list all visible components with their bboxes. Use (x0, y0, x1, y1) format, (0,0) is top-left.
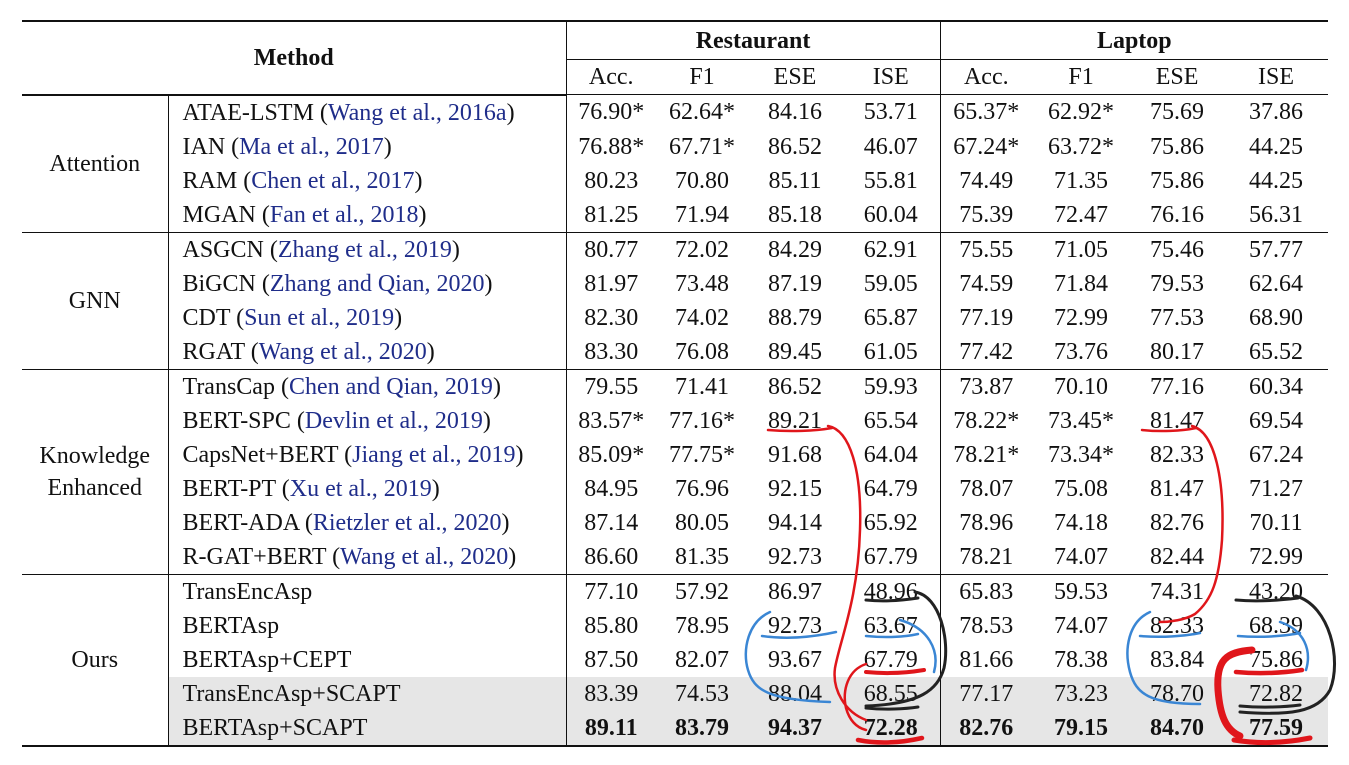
citation-link[interactable]: Zhang and Qian, 2020 (269, 270, 485, 297)
value-cell: 60.04 (863, 201, 918, 228)
value-cell: 89.45 (768, 338, 822, 365)
value-cell: 77.59 (1224, 711, 1328, 746)
value-cell: 68.55 (842, 677, 940, 711)
value-cell: 89.11 (566, 711, 656, 746)
value-cell: 78.21 (940, 540, 1032, 575)
value-cell: 75.55 (940, 232, 1032, 267)
value-cell: 76.90* (566, 95, 656, 130)
value-cell: 82.76 (940, 711, 1032, 746)
method-name-cell: TransCap (Chen and Qian, 2019) (168, 369, 566, 404)
value-cell: 89.21 (768, 407, 822, 434)
group-label (22, 95, 168, 233)
value-cell: 62.64 (1249, 270, 1304, 297)
value-cell: 94.37 (748, 711, 842, 746)
method-name: ASGCN (182, 236, 264, 263)
value-cell: 82.76 (1150, 509, 1205, 536)
method-name-cell (168, 677, 566, 711)
value-cell: 83.39 (566, 677, 656, 711)
value-cell: 77.42 (940, 335, 1032, 370)
method-name-cell: IAN (Ma et al., 2017) (168, 130, 566, 164)
citation-link[interactable]: Chen and Qian, 2019 (288, 373, 493, 400)
value-cell: 53.71 (863, 99, 918, 126)
value-cell: 80.05 (675, 509, 729, 536)
citation-link[interactable]: Rietzler et al., 2020 (312, 509, 502, 536)
value-cell: 57.92 (656, 574, 748, 609)
method-name: TransEncAsp (182, 578, 313, 605)
citation-link[interactable]: Devlin et al., 2019 (304, 407, 483, 434)
table-row (22, 711, 1328, 746)
value-cell: 71.41 (656, 369, 748, 404)
method-name-cell: ATAE-LSTM (Wang et al., 2016a) (168, 95, 566, 130)
restaurant-header: Restaurant (566, 21, 940, 60)
value-cell: 81.35 (675, 543, 729, 570)
value-cell: 72.99 (1249, 543, 1304, 570)
metric-header: Acc. (940, 60, 1032, 95)
group-label (22, 232, 168, 369)
value-cell: 81.97 (566, 267, 656, 301)
value-cell: 79.15 (1032, 711, 1130, 746)
value-cell: 86.97 (748, 574, 842, 609)
value-cell: 87.14 (566, 506, 656, 540)
value-cell: 84.29 (748, 232, 842, 267)
value-cell: 75.39 (940, 198, 1032, 233)
method-name: CapsNet+BERT (182, 441, 339, 468)
value-cell: 60.34 (1224, 369, 1328, 404)
method-name-cell: MGAN (Fan et al., 2018) (168, 198, 566, 233)
group-label-line: Knowledge (39, 442, 151, 469)
value-cell: 77.19 (940, 301, 1032, 335)
value-cell: 67.79 (863, 543, 918, 570)
group-label-line: Enhanced (47, 474, 143, 501)
value-cell: 69.54 (1249, 407, 1304, 434)
value-cell: 92.15 (768, 475, 822, 502)
value-cell: 55.81 (863, 167, 918, 194)
value-cell: 72.28 (842, 711, 940, 746)
citation-link[interactable]: Fan et al., 2018 (269, 201, 419, 228)
table-row (22, 438, 1328, 472)
value-cell: 93.67 (768, 646, 822, 673)
value-cell: 84.16 (768, 99, 822, 126)
metric-header: ESE (1130, 60, 1224, 95)
citation-link[interactable]: Chen et al., 2017 (251, 167, 415, 194)
value-cell: 64.79 (863, 475, 918, 502)
value-cell: 71.94 (675, 201, 729, 228)
value-cell: 77.10 (566, 574, 656, 609)
value-cell: 74.07 (1054, 543, 1109, 570)
value-cell: 83.57* (566, 404, 656, 438)
value-cell: 85.18 (768, 201, 822, 228)
value-cell: 87.50 (566, 643, 656, 677)
group-label-line: GNN (68, 287, 121, 314)
method-name: IAN (182, 133, 226, 160)
value-cell: 77.16* (669, 407, 735, 434)
citation-link[interactable]: Sun et al., 2019 (244, 304, 395, 331)
method-name: R-GAT+BERT (182, 543, 327, 570)
table-row (22, 574, 1328, 609)
value-cell: 59.05 (863, 270, 918, 297)
method-name-cell: RAM (Chen et al., 2017) (168, 164, 566, 198)
citation-link[interactable]: Wang et al., 2020 (340, 543, 509, 570)
value-cell: 71.35 (1054, 167, 1109, 194)
method-name: RGAT (182, 338, 245, 365)
value-cell: 73.76 (1054, 338, 1109, 365)
table-row (22, 472, 1328, 506)
value-cell: 62.91 (842, 232, 940, 267)
value-cell: 78.38 (1054, 646, 1109, 673)
table-body (22, 95, 1328, 746)
method-name-cell: BiGCN (Zhang and Qian, 2020) (168, 267, 566, 301)
table-row (22, 540, 1328, 575)
method-name-cell: BERT-ADA (Rietzler et al., 2020) (168, 506, 566, 540)
group-label (22, 574, 168, 746)
method-name: BERTAsp+CEPT (182, 646, 352, 673)
metric-header: ESE (748, 60, 842, 95)
value-cell: 75.86 (1249, 646, 1304, 673)
table-row (22, 301, 1328, 335)
value-cell: 91.68 (768, 441, 822, 468)
value-cell: 74.49 (940, 164, 1032, 198)
value-cell: 77.53 (1150, 304, 1205, 331)
table-row (22, 404, 1328, 438)
value-cell: 88.79 (768, 304, 822, 331)
value-cell: 78.96 (940, 506, 1032, 540)
value-cell: 59.53 (1032, 574, 1130, 609)
value-cell: 80.17 (1150, 338, 1205, 365)
group-label-line: Ours (71, 646, 119, 673)
value-cell: 73.34* (1048, 441, 1115, 468)
table-row (22, 267, 1328, 301)
value-cell: 75.69 (1150, 99, 1205, 126)
value-cell: 82.30 (566, 301, 656, 335)
value-cell: 81.47 (1150, 475, 1205, 502)
value-cell: 75.86 (1150, 133, 1205, 160)
value-cell: 65.37* (940, 95, 1032, 130)
value-cell: 76.88* (566, 130, 656, 164)
value-cell: 84.70 (1130, 711, 1224, 746)
value-cell: 88.04 (748, 677, 842, 711)
value-cell: 71.05 (1032, 232, 1130, 267)
metric-header: ISE (842, 60, 940, 95)
method-name: CDT (182, 304, 231, 331)
value-cell: 70.80 (675, 167, 729, 194)
citation-link[interactable]: Zhang et al., 2019 (277, 236, 452, 263)
value-cell: 68.39 (1249, 612, 1304, 639)
value-cell: 67.24* (940, 130, 1032, 164)
value-cell: 48.96 (842, 574, 940, 609)
value-cell: 76.08 (675, 338, 729, 365)
value-cell: 65.92 (863, 509, 918, 536)
citation-link[interactable]: Ma et al., 2017 (239, 133, 384, 160)
value-cell: 84.95 (566, 472, 656, 506)
value-cell: 65.52 (1249, 338, 1304, 365)
value-cell: 74.31 (1130, 574, 1224, 609)
value-cell: 67.79 (863, 646, 918, 673)
value-cell: 57.77 (1224, 232, 1328, 267)
method-name-cell: BERT-PT (Xu et al., 2019) (168, 472, 566, 506)
value-cell: 71.84 (1054, 270, 1109, 297)
method-name: BERTAsp+SCAPT (182, 714, 368, 741)
group-label (22, 369, 168, 574)
value-cell: 76.16 (1150, 201, 1205, 228)
value-cell: 56.31 (1249, 201, 1304, 228)
value-cell: 62.64* (669, 99, 735, 126)
value-cell: 83.79 (656, 711, 748, 746)
value-cell: 92.73 (768, 612, 822, 639)
method-name: BiGCN (182, 270, 256, 297)
table-row (22, 643, 1328, 677)
value-cell: 78.07 (940, 472, 1032, 506)
method-name: BERT-PT (182, 475, 276, 502)
value-cell: 80.23 (566, 164, 656, 198)
value-cell: 82.44 (1150, 543, 1205, 570)
value-cell: 77.75* (669, 441, 735, 468)
method-name: TransCap (182, 373, 275, 400)
value-cell: 81.25 (566, 198, 656, 233)
method-name-cell: R-GAT+BERT (Wang et al., 2020) (168, 540, 566, 575)
value-cell: 83.84 (1150, 646, 1205, 673)
value-cell: 79.55 (566, 369, 656, 404)
table-row (22, 130, 1328, 164)
method-name-cell: CDT (Sun et al., 2019) (168, 301, 566, 335)
value-cell: 64.04 (863, 441, 918, 468)
value-cell: 59.93 (842, 369, 940, 404)
value-cell: 74.18 (1054, 509, 1109, 536)
value-cell: 85.11 (768, 167, 822, 194)
value-cell: 74.59 (940, 267, 1032, 301)
metric-header: Acc. (566, 60, 656, 95)
value-cell: 86.52 (768, 133, 822, 160)
value-cell: 74.53 (656, 677, 748, 711)
metric-header: F1 (656, 60, 748, 95)
table-row (22, 95, 1328, 130)
value-cell: 78.22* (940, 404, 1032, 438)
table-row (22, 198, 1328, 233)
value-cell: 46.07 (863, 133, 918, 160)
method-name: BERTAsp (182, 612, 280, 639)
method-name-cell: CapsNet+BERT (Jiang et al., 2019) (168, 438, 566, 472)
table-row (22, 232, 1328, 267)
value-cell: 78.70 (1130, 677, 1224, 711)
method-header: Method (22, 21, 566, 95)
method-name-cell: BERT-SPC (Devlin et al., 2019) (168, 404, 566, 438)
method-name-cell (168, 609, 566, 643)
citation-link[interactable]: Wang et al., 2020 (258, 338, 427, 365)
value-cell: 74.02 (675, 304, 729, 331)
value-cell: 67.71* (669, 133, 735, 160)
table-row (22, 677, 1328, 711)
method-name-cell: RGAT (Wang et al., 2020) (168, 335, 566, 370)
value-cell: 83.30 (566, 335, 656, 370)
method-name: ATAE-LSTM (182, 99, 314, 126)
value-cell: 87.19 (768, 270, 822, 297)
value-cell: 65.87 (863, 304, 918, 331)
citation-link[interactable]: Wang et al., 2016a (327, 99, 507, 126)
value-cell: 72.99 (1054, 304, 1109, 331)
value-cell: 82.07 (675, 646, 729, 673)
laptop-header: Laptop (940, 21, 1328, 60)
value-cell: 85.80 (566, 609, 656, 643)
value-cell: 86.52 (748, 369, 842, 404)
table-row (22, 335, 1328, 370)
value-cell: 73.48 (675, 270, 729, 297)
method-name-cell (168, 574, 566, 609)
method-name: BERT-ADA (182, 509, 299, 536)
value-cell: 78.21* (940, 438, 1032, 472)
value-cell: 65.54 (863, 407, 918, 434)
method-name-cell: ASGCN (Zhang et al., 2019) (168, 232, 566, 267)
table-row (22, 369, 1328, 404)
citation-link[interactable]: Xu et al., 2019 (289, 475, 432, 502)
value-cell: 75.08 (1054, 475, 1109, 502)
value-cell: 81.47 (1150, 407, 1205, 434)
value-cell: 44.25 (1249, 167, 1304, 194)
results-table (22, 20, 1328, 747)
value-cell: 43.20 (1224, 574, 1328, 609)
value-cell: 44.25 (1249, 133, 1304, 160)
metric-header: F1 (1032, 60, 1130, 95)
value-cell: 75.46 (1130, 232, 1224, 267)
value-cell: 71.27 (1249, 475, 1304, 502)
value-cell: 62.92* (1048, 99, 1115, 126)
citation-link[interactable]: Jiang et al., 2019 (352, 441, 516, 468)
value-cell: 78.53 (940, 609, 1032, 643)
value-cell: 82.33 (1150, 612, 1205, 639)
method-name: BERT-SPC (182, 407, 291, 434)
value-cell: 73.23 (1032, 677, 1130, 711)
value-cell: 68.90 (1249, 304, 1304, 331)
value-cell: 75.86 (1150, 167, 1205, 194)
value-cell: 74.07 (1054, 612, 1109, 639)
table-row (22, 164, 1328, 198)
value-cell: 70.10 (1032, 369, 1130, 404)
value-cell: 77.17 (940, 677, 1032, 711)
value-cell: 73.87 (940, 369, 1032, 404)
value-cell: 72.02 (656, 232, 748, 267)
value-cell: 77.16 (1130, 369, 1224, 404)
metric-header: ISE (1224, 60, 1328, 95)
table-row (22, 506, 1328, 540)
value-cell: 73.45* (1048, 407, 1115, 434)
value-cell: 70.11 (1249, 509, 1303, 536)
value-cell: 37.86 (1249, 99, 1304, 126)
table-row (22, 609, 1328, 643)
value-cell: 76.96 (675, 475, 729, 502)
value-cell: 80.77 (566, 232, 656, 267)
value-cell: 86.60 (566, 540, 656, 575)
value-cell: 94.14 (768, 509, 822, 536)
method-name-cell (168, 643, 566, 677)
value-cell: 92.73 (768, 543, 822, 570)
value-cell: 61.05 (863, 338, 918, 365)
value-cell: 79.53 (1150, 270, 1205, 297)
value-cell: 72.47 (1054, 201, 1109, 228)
value-cell: 82.33 (1150, 441, 1205, 468)
value-cell: 63.72* (1048, 133, 1115, 160)
value-cell: 63.67 (863, 612, 918, 639)
method-name-cell (168, 711, 566, 746)
value-cell: 78.95 (675, 612, 729, 639)
group-label-line: Attention (49, 150, 141, 177)
value-cell: 67.24 (1249, 441, 1304, 468)
method-name: TransEncAsp+SCAPT (182, 680, 401, 707)
value-cell: 72.82 (1224, 677, 1328, 711)
method-name: RAM (182, 167, 238, 194)
value-cell: 85.09* (566, 438, 656, 472)
method-name: MGAN (182, 201, 256, 228)
value-cell: 65.83 (940, 574, 1032, 609)
value-cell: 81.66 (940, 643, 1032, 677)
